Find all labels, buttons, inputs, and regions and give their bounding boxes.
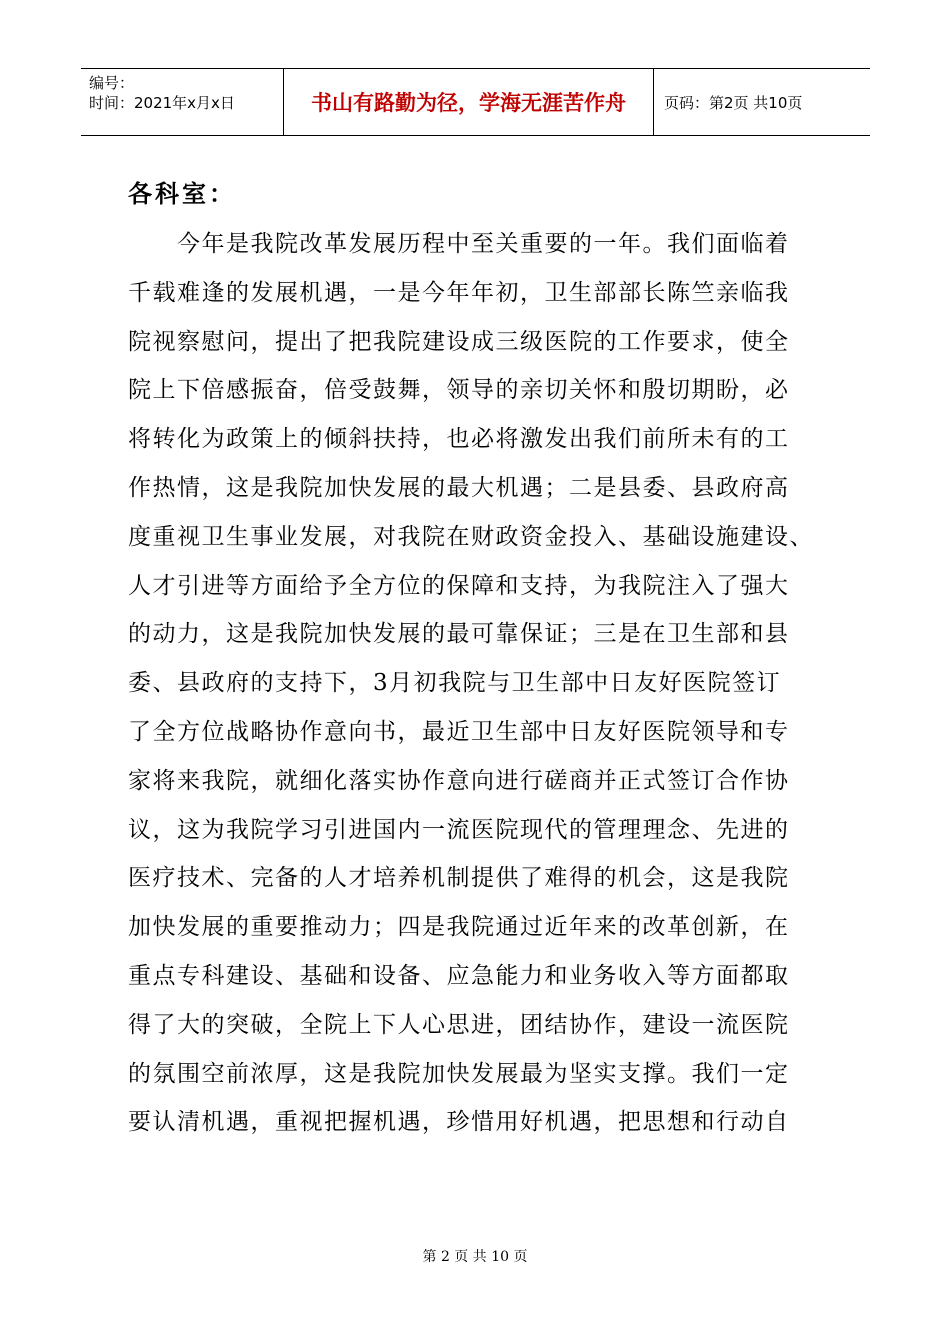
header-page-cell: [654, 69, 870, 135]
body-line: 医疗技术、完备的人才培养机制提供了难得的机会，这是我院: [128, 865, 790, 892]
body-line: 加快发展的重要推动力；四是我院通过近年来的改革创新，在: [128, 914, 790, 941]
header-table: [81, 68, 870, 136]
header-meta-cell: [81, 69, 283, 135]
body-line: 家将来我院，就细化落实协作意向进行磋商并正式签订合作协: [128, 767, 790, 794]
body-line: 作热情，这是我院加快发展的最大机遇；二是县委、县政府高: [128, 474, 790, 501]
body-line: 议，这为我院学习引进国内一流医院现代的管理理念、先进的: [128, 816, 790, 843]
body-line: 院上下倍感振奋，倍受鼓舞，领导的亲切关怀和殷切期盼，必: [128, 377, 790, 404]
header-page-code: 页码：第2页 共10页: [664, 93, 803, 112]
body-text: [128, 220, 848, 1147]
body-line: 的氛围空前浓厚，这是我院加快发展最为坚实支撑。我们一定: [128, 1060, 790, 1087]
body-line: 将转化为政策上的倾斜扶持，也必将激发出我们前所未有的工: [128, 426, 790, 453]
body-line: 了全方位战略协作意向书，最近卫生部中日友好医院领导和专: [128, 718, 790, 745]
header-motto-cell: [283, 69, 654, 135]
body-line: 得了大的突破，全院上下人心思进，团结协作，建设一流医院: [128, 1011, 790, 1038]
time-label: 时间：2021年x月x日: [89, 94, 235, 112]
number-label: 编号：: [89, 74, 135, 92]
body-line: 委、县政府的支持下，3月初我院与卫生部中日友好医院签订: [128, 670, 782, 697]
page-footer: 第 2 页 共 10 页: [422, 1249, 528, 1265]
body-line: 度重视卫生事业发展，对我院在财政资金投入、基础设施建设、: [128, 523, 814, 550]
salutation: 各科室：: [128, 180, 236, 208]
body-line: 院视察慰问，提出了把我院建设成三级医院的工作要求，使全: [128, 328, 790, 355]
body-line: 要认清机遇，重视把握机遇，珍惜用好机遇，把思想和行动自: [128, 1109, 790, 1136]
body-line: 人才引进等方面给予全方位的保障和支持，为我院注入了强大: [128, 572, 790, 599]
body-line: 今年是我院改革发展历程中至关重要的一年。我们面临着: [128, 231, 790, 257]
header-motto: 书山有路勤为径，学海无涯苦作舟: [311, 91, 626, 115]
body-line: 重点专科建设、基础和设备、应急能力和业务收入等方面都取: [128, 962, 790, 989]
body-line: 千载难逢的发展机遇，一是今年年初，卫生部部长陈竺亲临我: [128, 279, 790, 306]
body-line: 的动力，这是我院加快发展的最可靠保证；三是在卫生部和县: [128, 621, 790, 648]
